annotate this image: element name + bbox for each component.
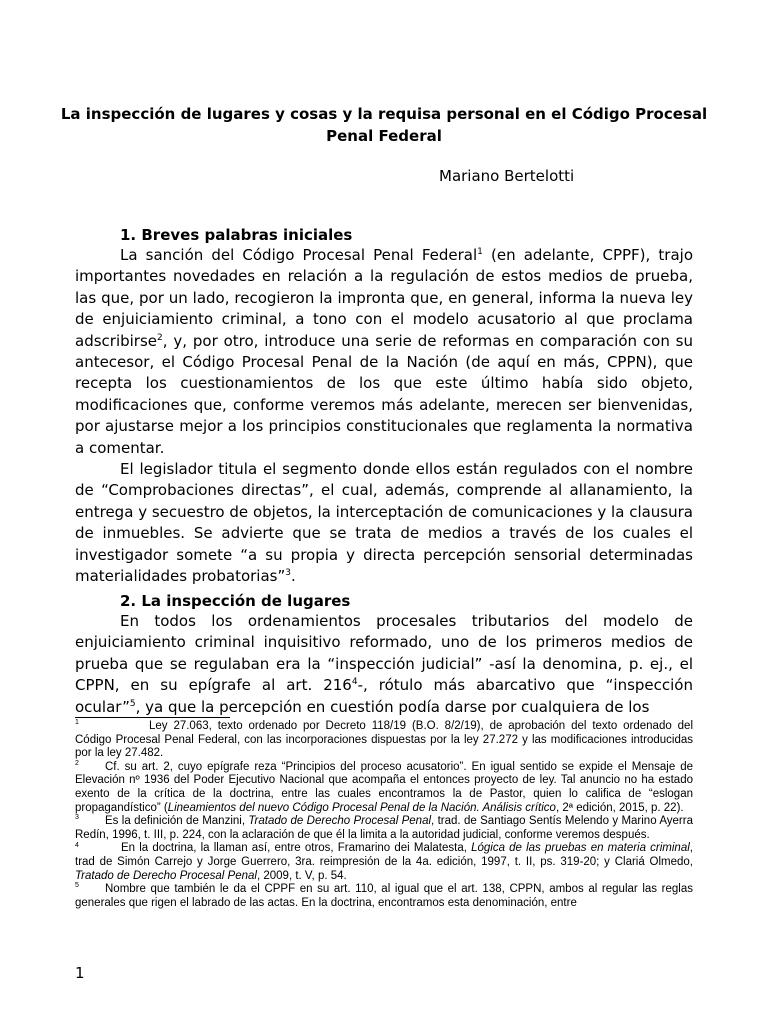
document-title: La inspección de lugares y cosas y la requisa personal en el Código Procesal Penal Federal [60,105,708,145]
footnote-ref-1[interactable]: 1 [477,247,483,257]
section-1-paragraph-2: El legislador titula el segmento donde ellos están regulados con el nombre de “Comprobaciones directas”, el cual, además, comprende al allanamiento, la entrega y secuestro de objetos, la interceptación de comunicaciones y la clausura de inmuebles. Se advierte que se trata de medios a través de los cuales el investigador somete “a su propia y directa percepción sensorial determinadas materialidades probatorias”$^3$. [75,460,693,586]
footnote-2: 2 Cf. su art. 2, cuyo epígrafe reza “Principios del proceso acusatorio”. En igual sentido se expide el Mensaje de Elevación nº 1936 del Poder Ejecutivo Nacional que acompaña el entonces proyecto de ley. Tal anuncio no ha estado exento de la crítica de la doctrina, entre las cuales encontramos la de Pastor, quien lo califica de “eslogan propagandístico” (Lineamientos del nuevo Código Procesal Penal de la Nación. Análisis crítico, 2ª edición, 2015, p. 22). [75,759,693,814]
footnote-ref-3[interactable]: 3 [285,568,291,579]
author-name: Mariano Bertelotti [439,167,575,185]
footnotes [75,720,693,910]
footnote-separator [75,717,230,718]
footnote-1: 1 Ley 27.063, texto ordenado por Decreto 118/19 (B.O. 8/2/19), de aprobación del texto ordenado del Código Procesal Penal Federal, con las incorporaciones dispuestas por la ley 27.272 y las modificaciones introducidas por la ley 27.482. [75,719,693,760]
section-2-heading: 2. La inspección de lugares [120,592,351,610]
footnote-ref-2[interactable]: 2 [157,332,163,343]
section-2-paragraph-1: En todos los ordenamientos procesales tributarios del modelo de enjuiciamiento criminal inquisitivo reformado, uno de los primeros medios de prueba que se regulaban era la “inspección judicial” -así la denomina, p. ej., el CPPN, en su epígrafe al art. $216^4-$, rótulo más abarcativo que “inspección ocular”$^5$, ya que la percepción en cuestión podía darse por cualquiera de los [75,612,693,716]
section-1-heading: 1. Breves palabras iniciales [120,226,353,244]
footnote-3: 3 Es la definición de Manzini, Tratado de Derecho Procesal Penal, trad. de Santiago Sentís Melendo y Marino Ayerra Redín, 1996, t. III, p. 224, con la aclaración de que él la limita a la autoridad judicial, conforme veremos después. [75,814,693,841]
footnote-5: 5 Nombre que también le da el CPPF en su art. 110, al igual que el art. 138, CPPN, ambos al regular las reglas generales que rigen el labrado de las actas. En la doctrina, encontramos esta denominación, entre [75,882,693,909]
footnote-ref-5[interactable]: 5 [129,698,136,709]
footnote-ref-4[interactable]: 4 [351,677,358,688]
section-1-body [75,245,693,588]
footnote-4: 4 En la doctrina, la llaman así, entre otros, Framarino dei Malatesta, Lógica de las pruebas en materia criminal, trad de Simón Carrejo y Jorge Guerrero, 3ra. reimpresión de la 4a. edición, 1997, t. II, ps. 319-20; y Clariá Olmedo, Tratado de Derecho Procesal Penal, 2009, t. V, p. 54. [75,841,693,882]
section-2-body [75,611,693,718]
page-number: 1 [75,964,85,982]
section-1-paragraph-1: La sanción del Código Procesal Penal Federal$^1$ (en adelante, CPPF), trajo importantes novedades en relación a la regulación de estos medios de prueba, las que, por un lado, recogieron la impronta que, en general, informa la nueva ley de enjuiciamiento criminal, a tono con el modelo acusatorio al que proclama adscribirse$^2$, y, por otro, introduce una serie de reformas en comparación con su antecesor, el Código Procesal Penal de la Nación (de aquí en más, CPPN), que recepta los cuestionamientos de los que este último había sido objeto, modificaciones que, conforme veremos más adelante, merecen ser bienvenidas, por ajustarse mejor a los principios constitucionales que reglamenta la normativa a comentar. [75,246,694,457]
